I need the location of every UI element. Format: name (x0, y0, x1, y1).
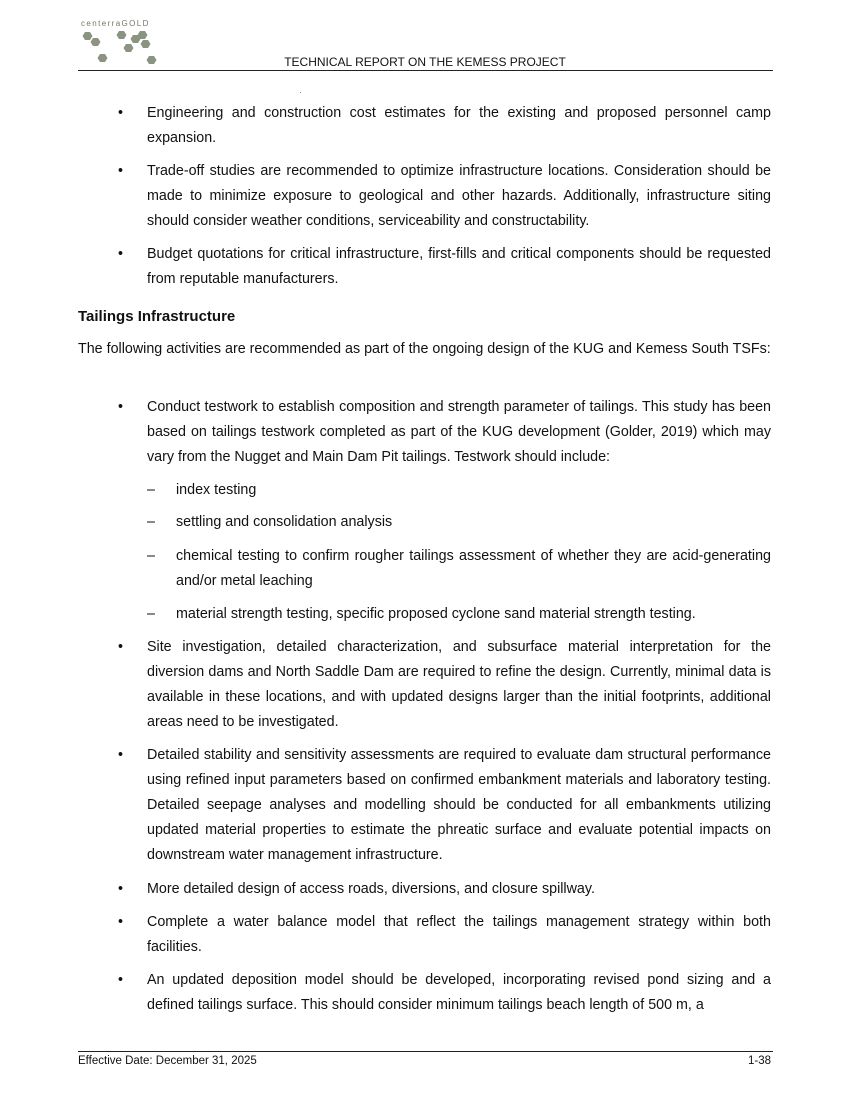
speck (300, 92, 301, 93)
list-item: Engineering and construction cost estimates for the existing and proposed personnel camp expansion. (147, 105, 771, 146)
dash-marker: – (147, 482, 155, 498)
list-item: An updated deposition model should be developed, incorporating revised pond sizing and a defined tailings surface. This should consider minimum tailings beach length of 500 m, a (147, 972, 771, 1013)
page-number: 1-38 (747, 1055, 771, 1067)
sub-list-item: settling and consolidation analysis (176, 514, 393, 530)
header-divider (78, 70, 773, 71)
bullet-marker: • (118, 881, 124, 897)
intro-paragraph: The following activities are recommended as part of the ongoing design of the KUG and Kemess South TSFs: (78, 341, 771, 357)
sub-list-item: index testing (176, 482, 257, 498)
dash-marker: – (147, 606, 155, 622)
bullet-marker: • (118, 972, 124, 988)
bullet-marker: • (118, 914, 124, 930)
list-item: Site investigation, detailed characterization, and subsurface material interpretation for the diversion dams and North Saddle Dam are required to refine the design. Currently, minimal data is available in these locations, and with updated designs larger than the initial footprints, additional areas need to be investigated. (147, 639, 771, 730)
bullet-marker: • (118, 163, 124, 179)
list-item: More detailed design of access roads, diversions, and closure spillway. (147, 881, 595, 897)
list-item: Complete a water balance model that reflect the tailings management strategy within both facilities. (147, 914, 771, 955)
sub-list-item: material strength testing, specific proposed cyclone sand material strength testing. (176, 606, 696, 622)
bullet-marker: • (118, 105, 124, 121)
list-item: Detailed stability and sensitivity assessments are required to evaluate dam structural performance using refined input parameters based on confirmed embankment materials and laboratory testing. Detailed seepage analyses and modelling should be conducted for all embankments utilizing updated material properties to estimate the phreatic surface and evaluate potential impacts on downstream water management infrastructure. (147, 747, 771, 863)
list-item: Trade-off studies are recommended to optimize infrastructure locations. Consideration should be made to minimize exposure to geological and other hazards. Additionally, infrastructure siting should consider weather conditions, serviceability and constructability. (147, 163, 771, 229)
bullet-marker: • (118, 747, 124, 763)
sub-list-item: chemical testing to confirm rougher tailings assessment of whether they are acid-generating and/or metal leaching (176, 548, 771, 589)
dash-marker: – (147, 548, 155, 564)
logo-wordmark: centerraGOLD (81, 19, 150, 28)
bullet-marker: • (118, 399, 124, 415)
dash-marker: – (147, 514, 155, 530)
report-title: TECHNICAL REPORT ON THE KEMESS PROJECT (284, 55, 566, 69)
list-item: Conduct testwork to establish composition and strength parameter of tailings. This study has been based on tailings testwork completed as part of the KUG development (Golder, 2019) which may vary from the Nugget and Main Dam Pit tailings. Testwork should include: (147, 399, 771, 465)
effective-date: Effective Date: December 31, 2025 (78, 1055, 257, 1067)
bullet-marker: • (118, 639, 124, 655)
section-heading: Tailings Infrastructure (78, 308, 236, 325)
footer-divider (78, 1051, 773, 1052)
bullet-marker: • (118, 246, 124, 262)
list-item: Budget quotations for critical infrastructure, first-fills and critical components should be requested from reputable manufacturers. (147, 246, 771, 287)
